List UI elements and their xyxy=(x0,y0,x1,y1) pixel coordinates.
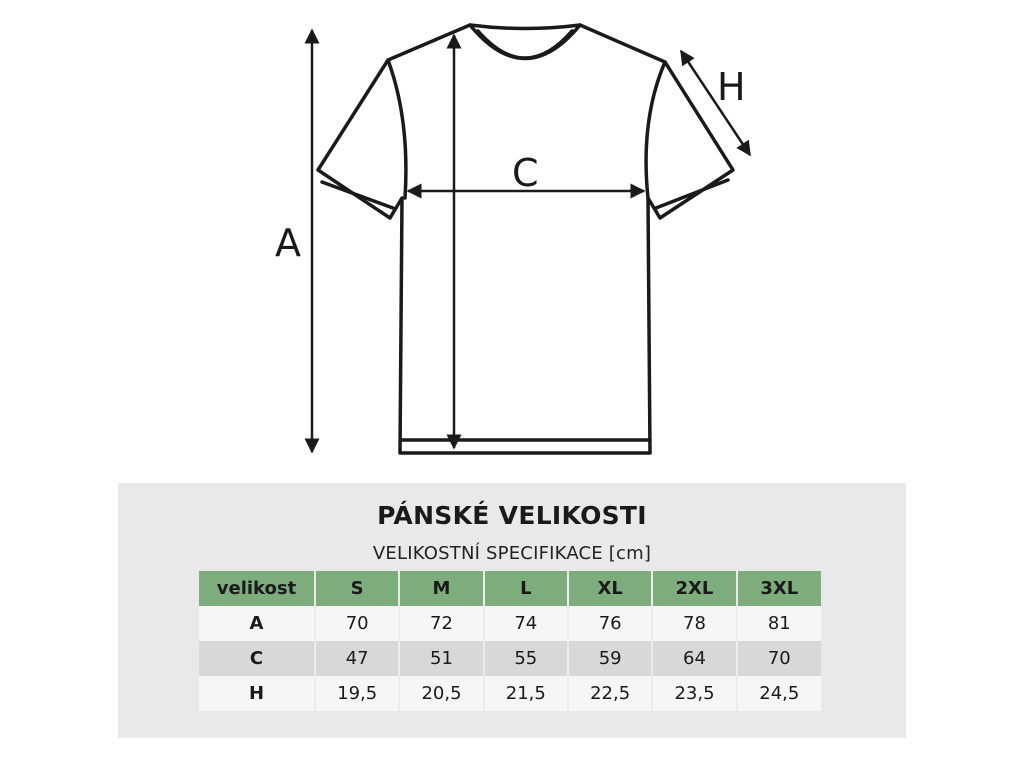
label-h: H xyxy=(717,65,746,109)
row-label-a: A xyxy=(199,606,315,641)
cell-a-xl: 76 xyxy=(568,606,652,641)
table-row-c xyxy=(199,641,821,676)
cell-a-2xl: 78 xyxy=(652,606,736,641)
cell-h-l: 21,5 xyxy=(484,676,568,711)
cell-a-3xl: 81 xyxy=(737,606,821,641)
cell-a-l: 74 xyxy=(484,606,568,641)
table-row-a xyxy=(199,606,821,641)
cell-a-m: 72 xyxy=(399,606,483,641)
cell-c-m: 51 xyxy=(399,641,483,676)
header-size-2xl: 2XL xyxy=(652,571,736,606)
size-chart-title: PÁNSKÉ VELIKOSTI xyxy=(377,501,647,530)
cell-h-m: 20,5 xyxy=(399,676,483,711)
cell-a-s: 70 xyxy=(315,606,399,641)
row-label-h: H xyxy=(199,676,315,711)
cell-c-s: 47 xyxy=(315,641,399,676)
label-a: A xyxy=(275,221,301,265)
header-size-3xl: 3XL xyxy=(737,571,821,606)
cell-c-xl: 59 xyxy=(568,641,652,676)
size-chart-panel xyxy=(118,483,906,738)
size-header-row xyxy=(199,571,821,606)
header-size-label: velikost xyxy=(199,571,315,606)
table-row-h xyxy=(199,676,821,711)
cell-h-3xl: 24,5 xyxy=(737,676,821,711)
header-size-m: M xyxy=(399,571,483,606)
header-size-l: L xyxy=(484,571,568,606)
label-c: C xyxy=(512,151,539,195)
cell-h-s: 19,5 xyxy=(315,676,399,711)
header-size-s: S xyxy=(315,571,399,606)
cell-h-xl: 22,5 xyxy=(568,676,652,711)
row-label-c: C xyxy=(199,641,315,676)
header-size-xl: XL xyxy=(568,571,652,606)
size-chart-subtitle: VELIKOSTNÍ SPECIFIKACE [cm] xyxy=(372,543,652,564)
cell-c-2xl: 64 xyxy=(652,641,736,676)
size-table xyxy=(199,571,821,711)
tshirt-outline xyxy=(318,25,733,453)
cell-c-l: 55 xyxy=(484,641,568,676)
cell-h-2xl: 23,5 xyxy=(652,676,736,711)
cell-c-3xl: 70 xyxy=(737,641,821,676)
